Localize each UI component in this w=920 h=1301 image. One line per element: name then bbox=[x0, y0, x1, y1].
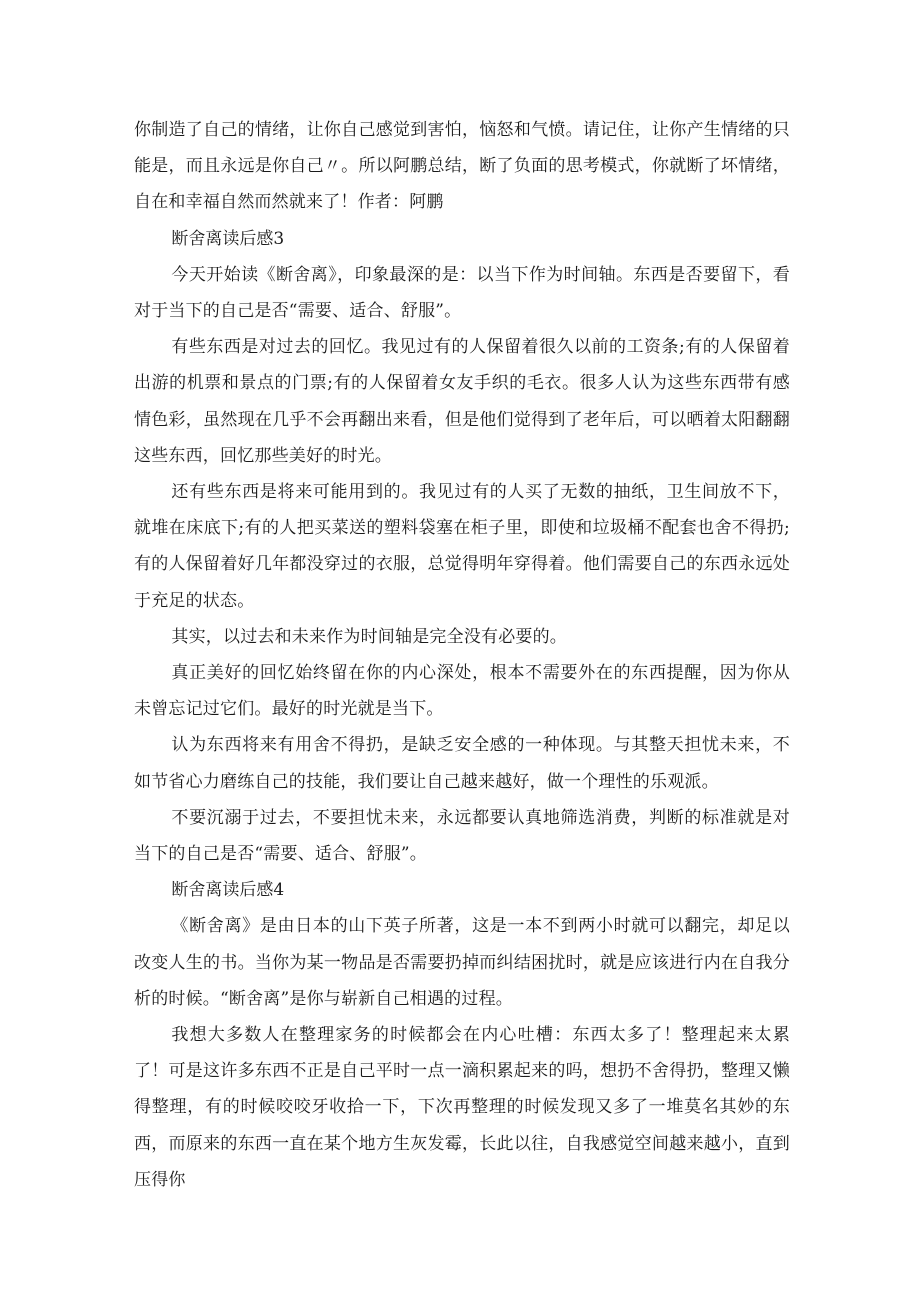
paragraph-6: 真正美好的回忆始终留在你的内心深处，根本不需要外在的东西提醒，因为你从未曾忘记过它们。最好的时光就是当下。 bbox=[134, 663, 790, 720]
section-heading-4: 断舍离读后感4 bbox=[171, 880, 285, 901]
paragraph-9: 《断舍离》是由日本的山下英子所著，这是一本不到两小时就可以翻完，却足以改变人生的书。当你为某一物品是否需要扔掉而纠结困扰时，就是应该进行内在自我分析的时候。“断舍离”是你与崭新自己相遇的过程。 bbox=[134, 916, 790, 1009]
paragraph-5: 其实，以过去和未来作为时间轴是完全没有必要的。 bbox=[171, 626, 567, 647]
section-heading-3: 断舍离读后感3 bbox=[171, 228, 285, 249]
paragraph-4: 还有些东西是将来可能用到的。我见过有的人买了无数的抽纸，卫生间放不下，就堆在床底下;有的人把买菜送的塑料袋塞在柜子里，即使和垃圾桶不配套也舍不得扔;有的人保留着好几年都没穿过的衣服，总觉得明年穿得着。他们需要自己的东西永远处于充足的状态。 bbox=[134, 482, 790, 611]
paragraph-10: 我想大多数人在整理家务的时候都会在内心吐槽：东西太多了！整理起来太累了！可是这许多东西不正是自己平时一点一滴积累起来的吗，想扔不舍得扔，整理又懒得整理，有的时候咬咬牙收拾一下，下次再整理的时候发现又多了一堆莫名其妙的东西，而原来的东西一直在某个地方生灰发霉，长此以往，自我感觉空间越来越小，直到压得你 bbox=[134, 1025, 790, 1190]
document-page bbox=[134, 112, 790, 1198]
paragraph-1: 你制造了自己的情绪，让你自己感觉到害怕，恼怒和气愤。请记住，让你产生情绪的只能是，而且永远是你自己〃。所以阿鹏总结，断了负面的思考模式，你就断了坏情绪，自在和幸福自然而然就来了！作者：阿鹏 bbox=[134, 120, 790, 213]
paragraph-7: 认为东西将来有用舍不得扔，是缺乏安全感的一种体现。与其整天担忧未来，不如节省心力磨练自己的技能，我们要让自己越来越好，做一个理性的乐观派。 bbox=[134, 735, 790, 792]
paragraph-3: 有些东西是对过去的回忆。我见过有的人保留着很久以前的工资条;有的人保留着出游的机票和景点的门票;有的人保留着女友手织的毛衣。很多人认为这些东西带有感情色彩，虽然现在几乎不会再翻出来看，但是他们觉得到了老年后，可以晒着太阳翻翻这些东西，回忆那些美好的时光。 bbox=[134, 337, 790, 466]
paragraph-8: 不要沉溺于过去，不要担忧未来，永远都要认真地筛选消费，判断的标准就是对当下的自己是否“需要、适合、舒服”。 bbox=[134, 807, 790, 865]
paragraph-2: 今天开始读《断舍离》，印象最深的是：以当下作为时间轴。东西是否要留下，看对于当下的自己是否“需要、适合、舒服”。 bbox=[134, 264, 790, 322]
